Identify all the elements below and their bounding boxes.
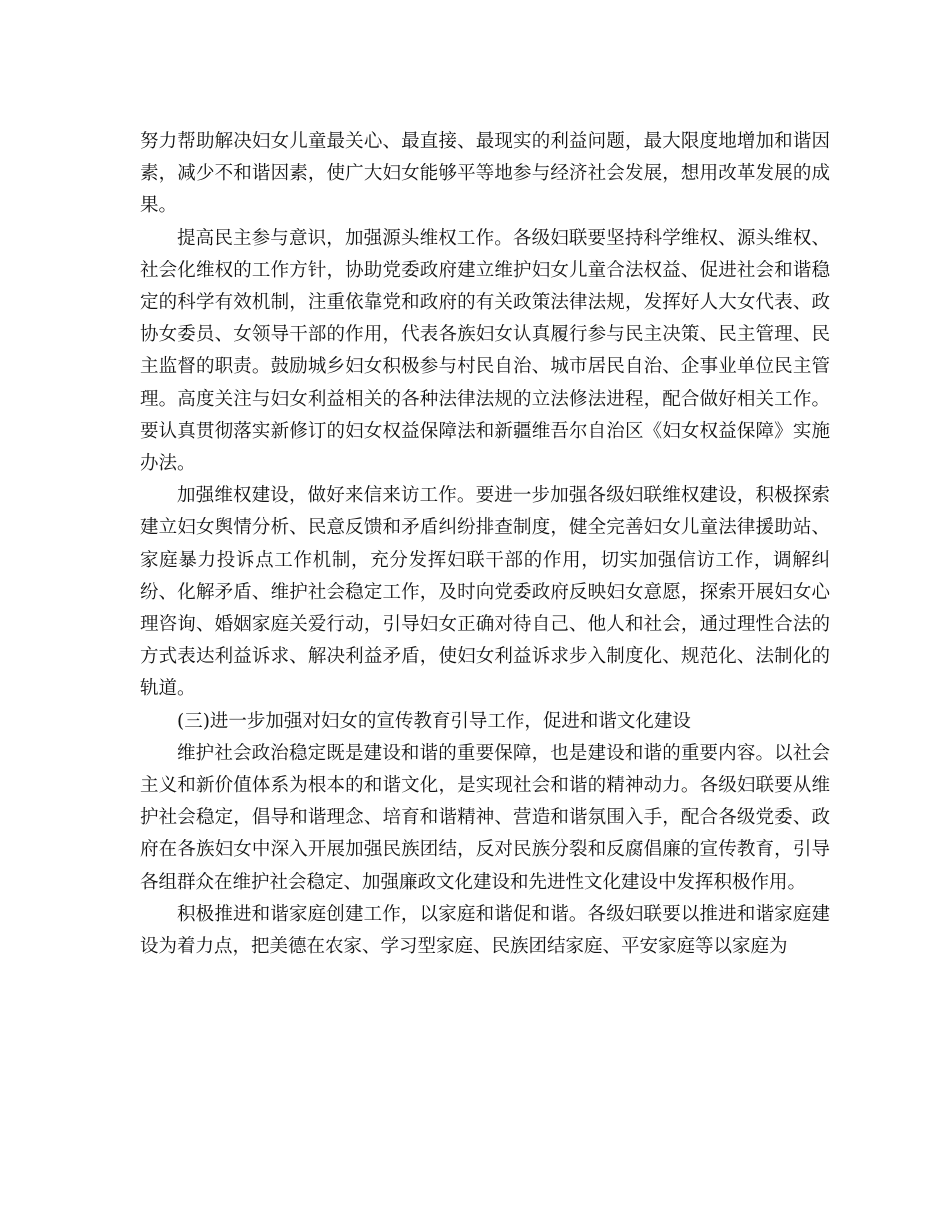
paragraph-harmonious-family: 积极推进和谐家庭创建工作，以家庭和谐促和谐。各级妇联要以推进和谐家庭建设为着力点，把美德在农家、学习型家庭、民族团结家庭、平安家庭等以家庭为 — [140, 903, 830, 958]
document-body — [140, 126, 830, 963]
paragraph-petition-work: 加强维权建设，做好来信来访工作。要进一步加强各级妇联维权建设，积极探索建立妇女舆情分析、民意反馈和矛盾纠纷排查制度，健全完善妇女儿童法律援助站、家庭暴力投诉点工作机制，充分发挥妇联干部的作用，切实加强信访工作，调解纠纷、化解矛盾、维护社会稳定工作，及时向党委政府反映妇女意愿，探索开展妇女心理咨询、婚姻家庭关爱行动，引导妇女正确对待自己、他人和社会，通过理性合法的方式表达利益诉求、解决利益矛盾，使妇女利益诉求步入制度化、规范化、法制化的轨道。 — [140, 485, 830, 700]
paragraph-continuation: 努力帮助解决妇女儿童最关心、最直接、最现实的利益问题，最大限度地增加和谐因素，减少不和谐因素，使广大妇女能够平等地参与经济社会发展，想用改革发展的成果。 — [140, 131, 830, 217]
section-heading-three: (三)进一步加强对妇女的宣传教育引导工作，促进和谐文化建设 — [177, 710, 691, 732]
paragraph-source-rights: 提高民主参与意识，加强源头维权工作。各级妇联要坚持科学维权、源头维权、社会化维权的工作方针，协助党委政府建立维护妇女儿童合法权益、促进社会和谐稳定的科学有效机制，注重依靠党和政府的有关政策法律法规，发挥好人大女代表、政协女委员、女领导干部的作用，代表各族妇女认真履行参与民主决策、民主管理、民主监督的职责。鼓励城乡妇女积极参与村民自治、城市居民自治、企事业单位民主管理。高度关注与妇女利益相关的各种法律法规的立法修法进程，配合做好相关工作。要认真贯彻落实新修订的妇女权益保障法和新疆维吾尔自治区《妇女权益保障》实施办法。 — [140, 227, 830, 475]
paragraph-social-stability: 维护社会政治稳定既是建设和谐的重要保障，也是建设和谐的重要内容。以社会主义和新价值体系为根本的和谐文化，是实现社会和谐的精神动力。各级妇联要从维护社会稳定，倡导和谐理念、培育和谐精神、营造和谐氛围入手，配合各级党委、政府在各族妇女中深入开展加强民族团结，反对民族分裂和反腐倡廉的宣传教育，引导各组群众在维护社会稳定、加强廉政文化建设和先进性文化建设中发挥积极作用。 — [140, 742, 830, 893]
